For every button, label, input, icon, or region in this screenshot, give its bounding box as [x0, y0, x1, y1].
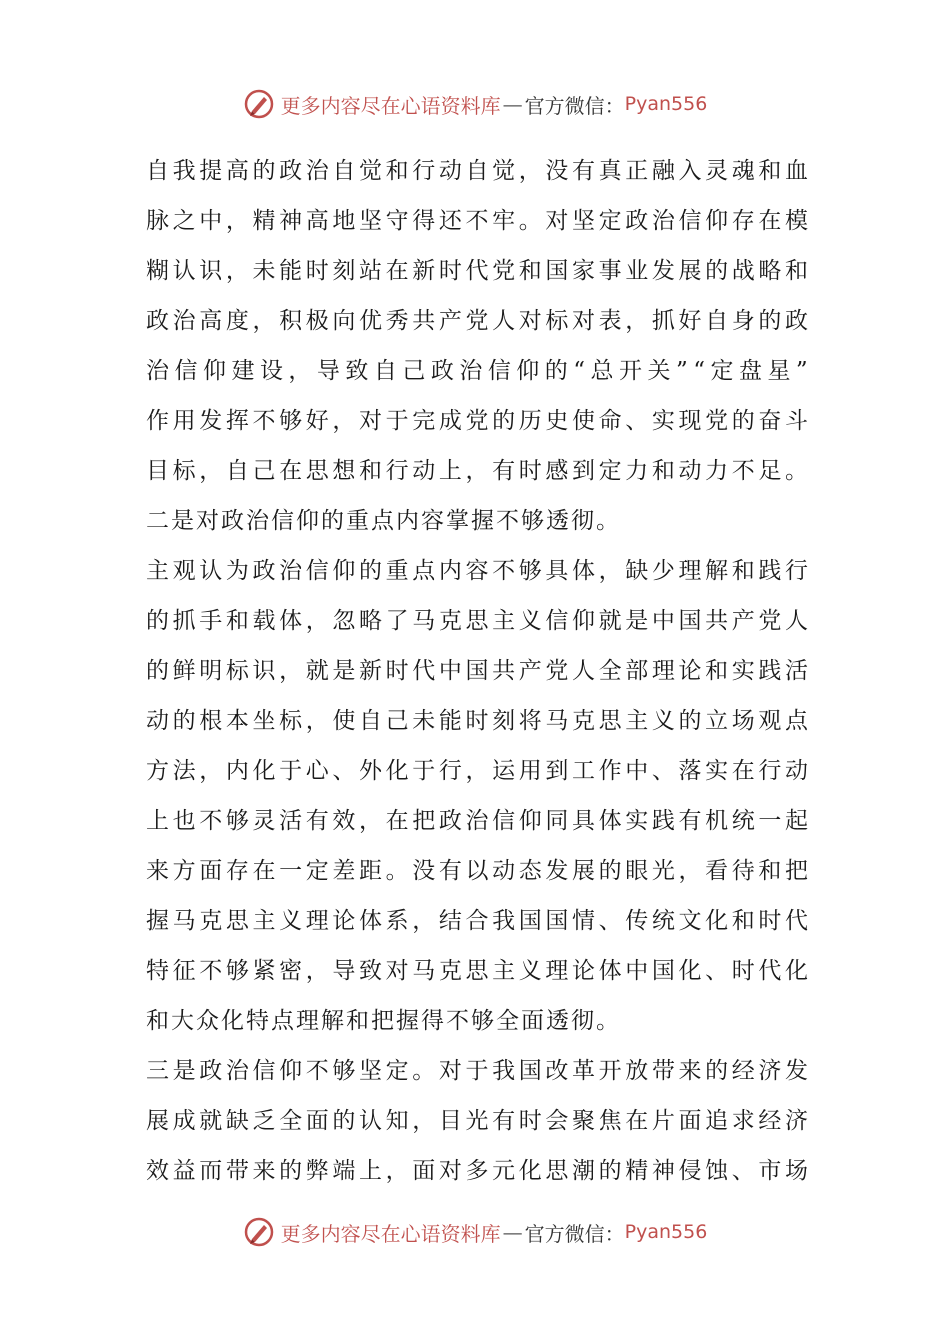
text-line: 糊 认 识 ， 未 能 时 刻 站 在 新 时 代 党 和 国 家 事 业 发 展 的 战 略 和: [146, 258, 808, 284]
text-line: 和大众化特点理解和把握得不够全面透彻。: [146, 1008, 621, 1034]
text-line: 上 也 不 够 灵 活 有 效 ， 在 把 政 治 信 仰 同 具 体 实 践 有 机 统 一 起: [146, 808, 808, 834]
watermark-footer: [0, 1212, 950, 1252]
text-line: 目 标 ， 自 己 在 思 想 和 行 动 上 ， 有 时 感 到 定 力 和 动 力 不 足 。: [146, 458, 808, 484]
text-line: 展 成 就 缺 乏 全 面 的 认 知 ， 目 光 有 时 会 聚 焦 在 片 面 追 求 经 济: [146, 1108, 808, 1134]
pen-logo-icon: [243, 1216, 275, 1248]
watermark-separator: —: [502, 92, 523, 116]
watermark-contact-id: Pyan556: [624, 1221, 708, 1243]
watermark-contact-label: 官方微信：: [524, 1221, 625, 1246]
watermark-main-text: 更多内容尽在心语资料库: [280, 1221, 501, 1246]
text-line: 特 征 不 够 紧 密 ， 导 致 对 马 克 思 主 义 理 论 体 中 国 化 、 时 代 化: [146, 958, 808, 984]
text-line: 主 观 认 为 政 治 信 仰 的 重 点 内 容 不 够 具 体 ， 缺 少 理 解 和 践 行: [146, 558, 808, 584]
text-line: 方 法 ， 内 化 于 心 、 外 化 于 行 ， 运 用 到 工 作 中 、 落 实 在 行 动: [146, 758, 808, 784]
text-line: 政 治 高 度 ， 积 极 向 优 秀 共 产 党 人 对 标 对 表 ， 抓 好 自 身 的 政: [146, 308, 808, 334]
text-line: 动 的 根 本 坐 标 ， 使 自 己 未 能 时 刻 将 马 克 思 主 义 的 立 场 观 点: [146, 708, 808, 734]
text-line: 自 我 提 高 的 政 治 自 觉 和 行 动 自 觉 ， 没 有 真 正 融 入 灵 魂 和 血: [146, 158, 808, 184]
pen-logo-icon: [243, 88, 275, 120]
watermark-header: [0, 84, 950, 124]
text-line: 作 用 发 挥 不 够 好 ， 对 于 完 成 党 的 历 史 使 命 、 实 现 党 的 奋 斗: [146, 408, 808, 434]
watermark-separator: —: [502, 1220, 523, 1244]
text-line: 二是对政治信仰的重点内容掌握不够透彻。: [146, 508, 621, 534]
text-line: 的 鲜 明 标 识 ， 就 是 新 时 代 中 国 共 产 党 人 全 部 理 论 和 实 践 活: [146, 658, 808, 684]
text-line: 三 是 政 治 信 仰 不 够 坚 定 。 对 于 我 国 改 革 开 放 带 来 的 经 济 发: [146, 1058, 808, 1084]
text-line: 的 抓 手 和 载 体 ， 忽 略 了 马 克 思 主 义 信 仰 就 是 中 国 共 产 党 人: [146, 608, 808, 634]
text-line: 来 方 面 存 在 一 定 差 距 。 没 有 以 动 态 发 展 的 眼 光 ， 看 待 和 把: [146, 858, 808, 884]
text-line: 脉 之 中 ， 精 神 高 地 坚 守 得 还 不 牢 。 对 坚 定 政 治 信 仰 存 在 模: [146, 208, 808, 234]
text-line: 治 信 仰 建 设 ， 导 致 自 己 政 治 信 仰 的 “ 总 开 关 ” “ 定 盘 星 ”: [146, 358, 808, 384]
watermark-contact-label: 官方微信：: [524, 93, 625, 118]
text-line: 效 益 而 带 来 的 弊 端 上 ， 面 对 多 元 化 思 潮 的 精 神 侵 蚀 、 市 场: [146, 1158, 808, 1184]
watermark-contact-id: Pyan556: [624, 93, 708, 115]
text-line: 握 马 克 思 主 义 理 论 体 系 ， 结 合 我 国 国 情 、 传 统 文 化 和 时 代: [146, 908, 808, 934]
document-body: [146, 146, 808, 1196]
watermark-main-text: 更多内容尽在心语资料库: [280, 93, 501, 118]
